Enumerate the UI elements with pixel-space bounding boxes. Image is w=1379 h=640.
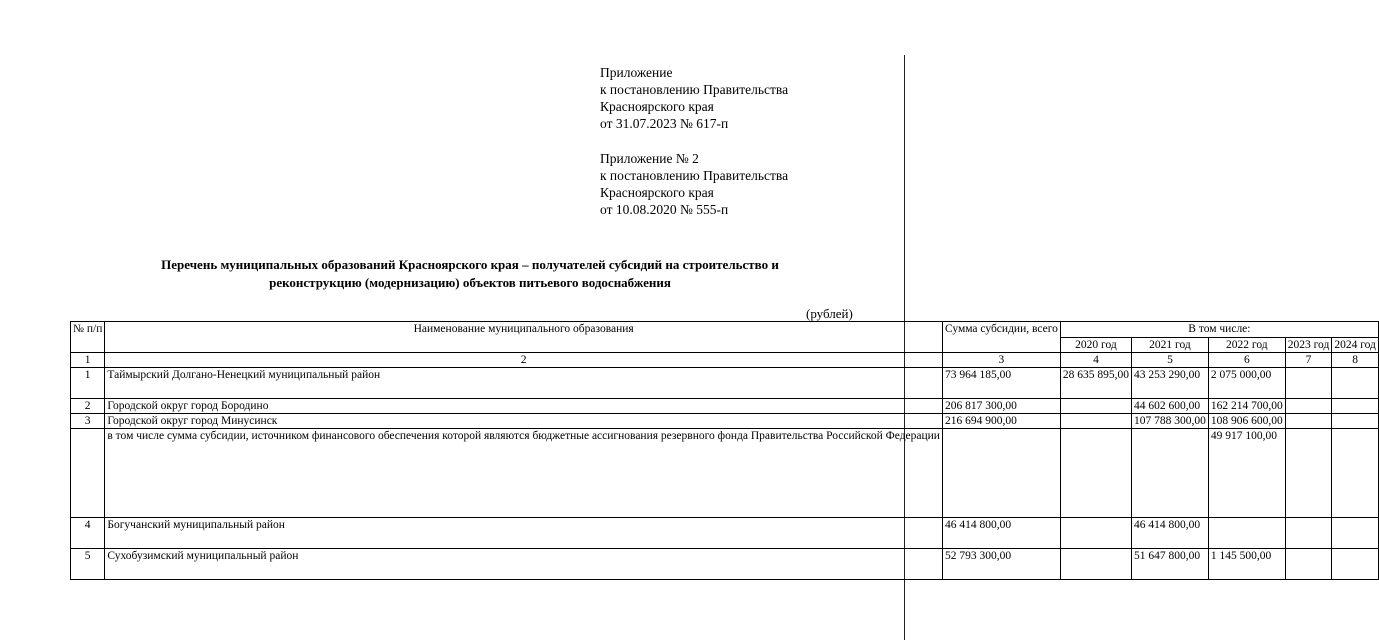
row-total: 216 694 900,00 xyxy=(942,414,1060,429)
row-2022: 49 917 100,00 xyxy=(1208,429,1285,518)
row-2023 xyxy=(1285,368,1332,399)
document-title xyxy=(70,256,870,292)
header-name: Наименование муниципального образования xyxy=(105,322,943,353)
row-name: Таймырский Долгано-Ненецкий муниципальный район xyxy=(105,368,943,399)
row-2021: 44 602 600,00 xyxy=(1132,399,1209,414)
row-2020 xyxy=(1060,518,1131,549)
row-name: Городской округ город Минусинск xyxy=(105,414,943,429)
header-year-2022: 2022 год xyxy=(1208,338,1285,353)
row-2024 xyxy=(1332,518,1379,549)
row-name: Городской округ город Бородино xyxy=(105,399,943,414)
row-name: в том числе сумма субсидии, источником финансового обеспечения которой являются бюджетные ассигнования резервного фонда Правительства Российской Федерации xyxy=(105,429,943,518)
header-line: к постановлению Правительства xyxy=(600,82,789,97)
row-num: 4 xyxy=(71,518,105,549)
header-line: Приложение № 2 xyxy=(600,151,699,166)
row-2022: 162 214 700,00 xyxy=(1208,399,1285,414)
table-row xyxy=(71,368,1379,399)
row-total xyxy=(942,429,1060,518)
col-number: 4 xyxy=(1060,353,1131,368)
header-year-2020: 2020 год xyxy=(1060,338,1131,353)
header-line: Красноярского края xyxy=(600,185,714,200)
row-2020 xyxy=(1060,414,1131,429)
row-num: 1 xyxy=(71,368,105,399)
header-num: № п/п xyxy=(71,322,105,353)
column-number-row xyxy=(71,353,1379,368)
header-line: от 10.08.2020 № 555-п xyxy=(600,202,729,217)
row-num: 5 xyxy=(71,549,105,580)
col-number: 2 xyxy=(105,353,943,368)
table-row xyxy=(71,549,1379,580)
row-2021: 107 788 300,00 xyxy=(1132,414,1209,429)
row-2024 xyxy=(1332,399,1379,414)
row-2023 xyxy=(1285,429,1332,518)
table-row xyxy=(71,399,1379,414)
col-number: 6 xyxy=(1208,353,1285,368)
header-including: В том числе: xyxy=(1060,322,1378,338)
row-num: 3 xyxy=(71,414,105,429)
table-row xyxy=(71,518,1379,549)
row-2020 xyxy=(1060,429,1131,518)
row-total: 52 793 300,00 xyxy=(942,549,1060,580)
table-row xyxy=(71,414,1379,429)
table-row-including xyxy=(71,429,1379,518)
row-2020 xyxy=(1060,399,1131,414)
appendix-header-original xyxy=(600,150,788,218)
row-2023 xyxy=(1285,399,1332,414)
row-total: 73 964 185,00 xyxy=(942,368,1060,399)
row-2021: 43 253 290,00 xyxy=(1132,368,1209,399)
row-2022: 2 075 000,00 xyxy=(1208,368,1285,399)
row-2024 xyxy=(1332,429,1379,518)
row-total: 46 414 800,00 xyxy=(942,518,1060,549)
row-2020 xyxy=(1060,549,1131,580)
row-total: 206 817 300,00 xyxy=(942,399,1060,414)
row-2023 xyxy=(1285,549,1332,580)
header-line: к постановлению Правительства xyxy=(600,168,789,183)
row-num xyxy=(71,429,105,518)
col-number: 5 xyxy=(1132,353,1209,368)
title-line-2: реконструкцию (модернизацию) объектов питьевого водоснабжения xyxy=(269,275,671,290)
appendix-header-current xyxy=(600,64,788,132)
row-2020: 28 635 895,00 xyxy=(1060,368,1131,399)
row-2024 xyxy=(1332,368,1379,399)
row-2022: 1 145 500,00 xyxy=(1208,549,1285,580)
row-2021: 51 647 800,00 xyxy=(1132,549,1209,580)
row-2024 xyxy=(1332,549,1379,580)
header-line: Приложение xyxy=(600,65,673,80)
row-num: 2 xyxy=(71,399,105,414)
col-number: 7 xyxy=(1285,353,1332,368)
header-line: Красноярского края xyxy=(600,99,714,114)
col-number: 1 xyxy=(71,353,105,368)
row-2023 xyxy=(1285,518,1332,549)
col-number: 8 xyxy=(1332,353,1379,368)
header-total: Сумма субсидии, всего xyxy=(942,322,1060,353)
col-number: 3 xyxy=(942,353,1060,368)
title-line-1: Перечень муниципальных образований Красноярского края – получателей субсидий на строительство и xyxy=(161,257,779,272)
header-year-2023: 2023 год xyxy=(1285,338,1332,353)
subsidy-table xyxy=(70,321,1379,580)
header-year-2024: 2024 год xyxy=(1332,338,1379,353)
units-label: (рублей) xyxy=(806,306,853,321)
header-year-2021: 2021 год xyxy=(1132,338,1209,353)
row-2022 xyxy=(1208,518,1285,549)
row-name: Сухобузимский муниципальный район xyxy=(105,549,943,580)
row-2021 xyxy=(1132,429,1209,518)
row-2021: 46 414 800,00 xyxy=(1132,518,1209,549)
row-2023 xyxy=(1285,414,1332,429)
row-name: Богучанский муниципальный район xyxy=(105,518,943,549)
row-2022: 108 906 600,00 xyxy=(1208,414,1285,429)
row-2024 xyxy=(1332,414,1379,429)
header-line: от 31.07.2023 № 617-п xyxy=(600,116,729,131)
header-row xyxy=(71,322,1379,338)
